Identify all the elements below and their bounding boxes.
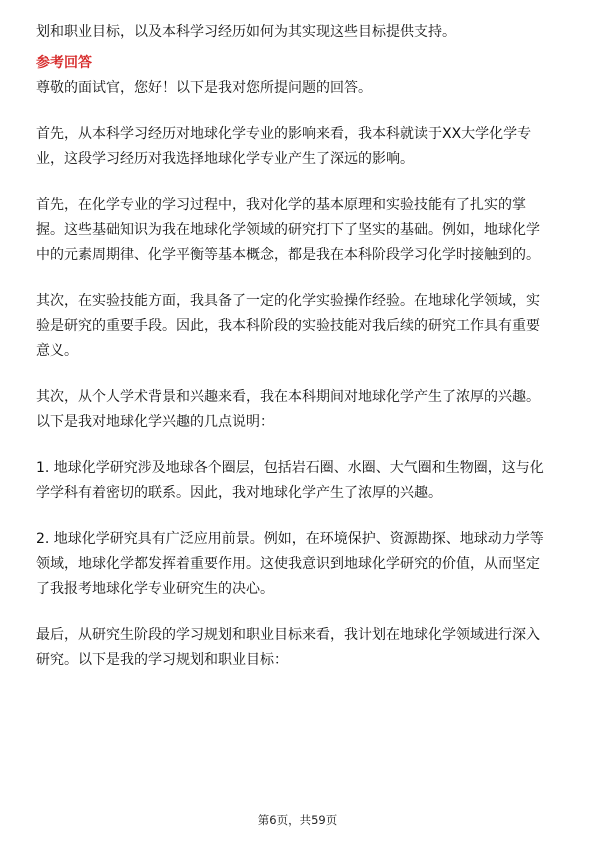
paragraph-line: 其次，从个人学术背景和兴趣来看，我在本科期间对地球化学产生了浓厚的兴趣。 <box>36 389 540 405</box>
paragraph-gap <box>36 364 560 385</box>
paragraph-line: 握。这些基础知识为我在地球化学领域的研究打下了坚实的基础。例如，地球化学 <box>36 222 540 238</box>
paragraph-line: 学学科有着密切的联系。因此，我对地球化学产生了浓厚的兴趣。 <box>36 485 442 501</box>
paragraph-line: 最后，从研究生阶段的学习规划和职业目标来看，我计划在地球化学领域进行深入 <box>36 627 540 643</box>
paragraph-line: 意义。 <box>36 343 78 359</box>
page-number-footer: 第6页，共59页 <box>257 813 338 827</box>
paragraph-2 <box>36 193 560 268</box>
paragraph-line: 领域，地球化学都发挥着重要作用。这使我意识到地球化学研究的价值，从而坚定 <box>36 556 540 572</box>
paragraph-7 <box>36 623 560 673</box>
paragraph-line: 1. 地球化学研究涉及地球各个圈层，包括岩石圈、水圈、大气圈和生物圈，这与化 <box>36 460 544 476</box>
paragraph-gap <box>36 506 560 527</box>
paragraph-line: 业，这段学习经历对我选择地球化学专业产生了深远的影响。 <box>36 151 414 167</box>
paragraph-1 <box>36 122 560 172</box>
greeting-line: 尊敬的面试官，您好！以下是我对您所提问题的回答。 <box>36 80 372 96</box>
paragraph-line: 中的元素周期律、化学平衡等基本概念，都是我在本科阶段学习化学时接触到的。 <box>36 247 540 263</box>
paragraph-line: 以下是我对地球化学兴趣的几点说明： <box>36 414 274 430</box>
paragraph-gap <box>36 101 560 122</box>
paragraph-3 <box>36 289 560 364</box>
paragraph-gap <box>36 602 560 623</box>
paragraph-line: 其次，在实验技能方面，我具备了一定的化学实验操作经验。在地球化学领域，实 <box>36 293 540 309</box>
paragraph-gap <box>36 172 560 193</box>
paragraph-4 <box>36 385 560 435</box>
paragraph-line: 首先，从本科学习经历对地球化学专业的影响来看，我本科就读于XX大学化学专 <box>36 126 532 142</box>
paragraph-line: 研究。以下是我的学习规划和职业目标： <box>36 652 288 668</box>
paragraph-line: 了我报考地球化学专业研究生的决心。 <box>36 581 274 597</box>
paragraph-line: 验是研究的重要手段。因此，我本科阶段的实验技能对我后续的研究工作具有重要 <box>36 318 540 334</box>
section-heading: 参考回答 <box>36 55 92 71</box>
paragraph-5 <box>36 456 560 506</box>
paragraph-6 <box>36 527 560 602</box>
document-body <box>36 20 560 673</box>
paragraph-gap <box>36 435 560 456</box>
paragraph-gap <box>36 268 560 289</box>
paragraph-line: 首先，在化学专业的学习过程中，我对化学的基本原理和实验技能有了扎实的掌 <box>36 197 526 213</box>
paragraph-line: 2. 地球化学研究具有广泛应用前景。例如，在环境保护、资源勘探、地球动力学等 <box>36 531 544 547</box>
lead-line: 划和职业目标，以及本科学习经历如何为其实现这些目标提供支持。 <box>36 24 456 40</box>
